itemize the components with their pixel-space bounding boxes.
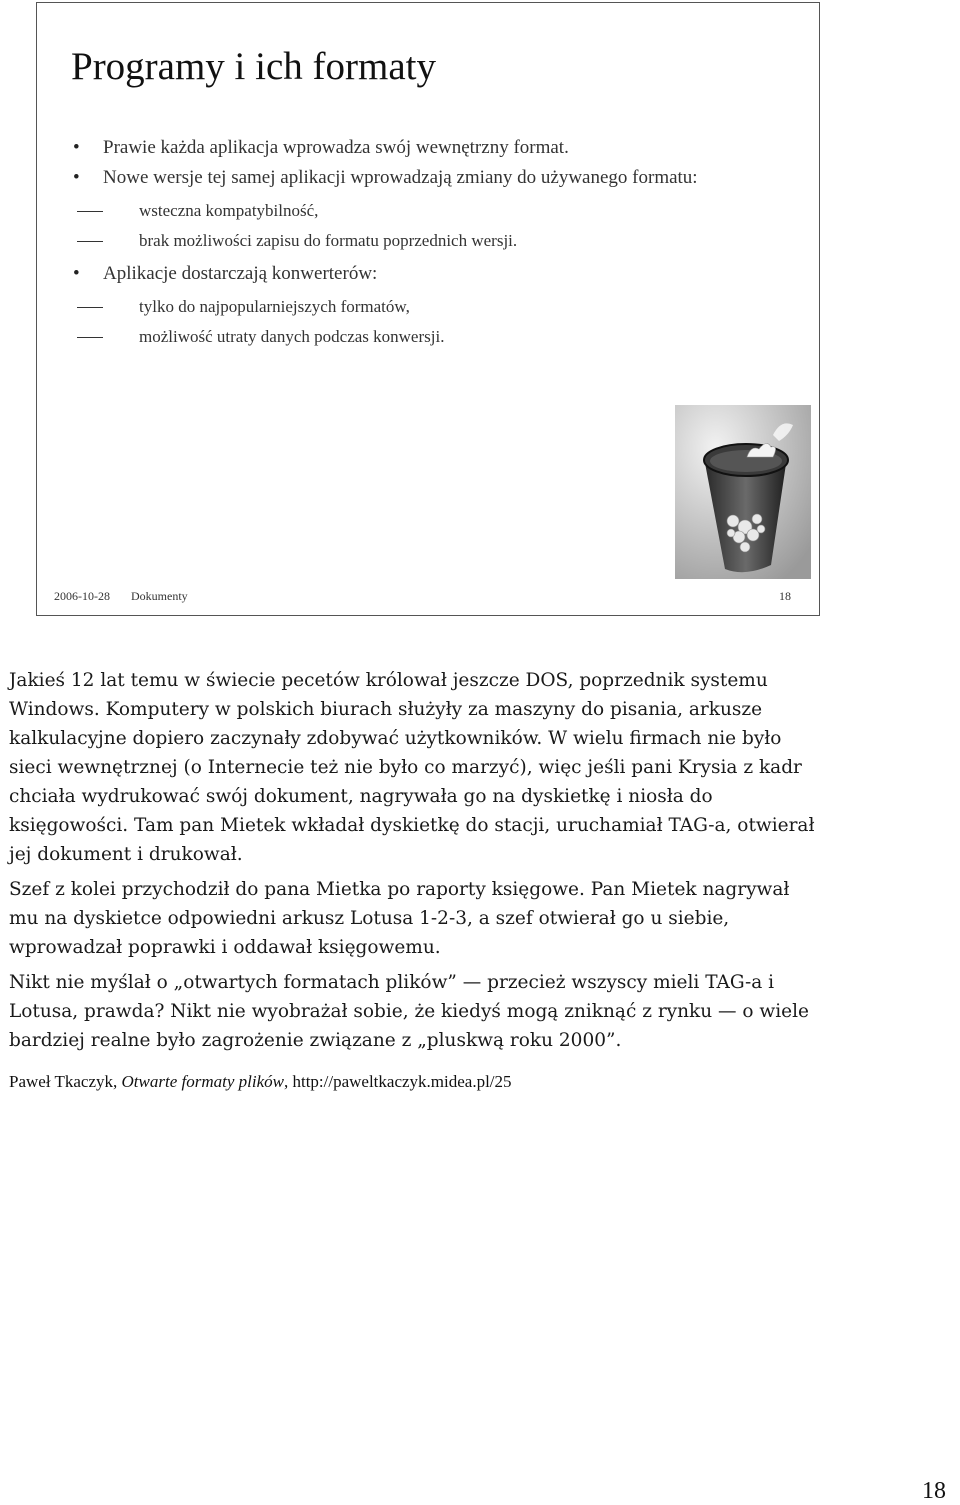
citation-author: Paweł Tkaczyk, [9,1072,122,1091]
sub-bullet-list [103,295,763,349]
bullet-item: • Aplikacje dostarczają konwerterów: tylko do najpopularniejszych formatów, możliwość utraty danych podczas konwersji. [103,259,763,349]
citation-title: Otwarte formaty plików [121,1072,284,1091]
bullet-item: • Prawie każda aplikacja wprowadza swój wewnętrzny format. [103,133,763,163]
slide-title: Programy i ich formaty [71,45,436,88]
slide-date: 2006-10-28 [54,589,110,603]
sub-bullet-item: wsteczna kompatybilność, [139,199,763,223]
slide-footer-label: Dokumenty [131,589,188,603]
slide [36,2,820,616]
sub-bullet-item: tylko do najpopularniejszych formatów, [139,295,763,319]
notes-paragraph: Jakieś 12 lat temu w świecie pecetów królował jeszcze DOS, poprzednik systemu Windows. Komputery w polskich biurach służyły za maszyny do pisania, arkusze kalkulacyjne dopiero zaczynały zdobywać użytkowników. W wielu firmach nie było sieci wewnętrznej (o Internecie też nie było co marzyć), więc jeśli pani Krysia z kadr chciała wydrukować swój dokument, nagrywała go na dyskietkę i niosła do księgowości. Tam pan Mietek wkładał dyskietkę do stacji, uruchamiał TAG-a, otwierał jej dokument i drukował. [9,670,815,865]
trash-bin-icon [675,405,811,579]
bullet-list [103,133,763,355]
sub-bullet-list [103,199,763,253]
citation-url: , http://paweltkaczyk.midea.pl/25 [283,1072,512,1091]
sub-bullet-item: brak możliwości zapisu do formatu poprzednich wersji. [139,229,763,253]
citation [9,1072,819,1092]
notes-text [9,666,819,1061]
notes-paragraph: Nikt nie myślał o „otwartych formatach plików” — przecież wszyscy mieli TAG-a i Lotusa, prawda? Nikt nie wyobrażał sobie, że kiedyś mogą zniknąć z rynku — o wiele bardziej realne było zagrożenie związane z „pluskwą roku 2000”. [9,972,809,1051]
slide-footer [37,589,819,609]
bullet-item: • Nowe wersje tej samej aplikacji wprowadzają zmiany do używanego formatu: wsteczna kompatybilność, brak możliwości zapisu do formatu poprzednich wersji. [103,163,763,253]
sub-bullet-item: możliwość utraty danych podczas konwersji. [139,325,763,349]
slide-number: 18 [779,589,791,603]
notes-paragraph: Szef z kolei przychodził do pana Mietka po raporty księgowe. Pan Mietek nagrywał mu na dyskietce odpowiedni arkusz Lotusa 1-2-3, a szef otwierał go u siebie, wprowadzał poprawki i oddawał księgowemu. [9,879,790,958]
page-number: 18 [922,1478,946,1504]
